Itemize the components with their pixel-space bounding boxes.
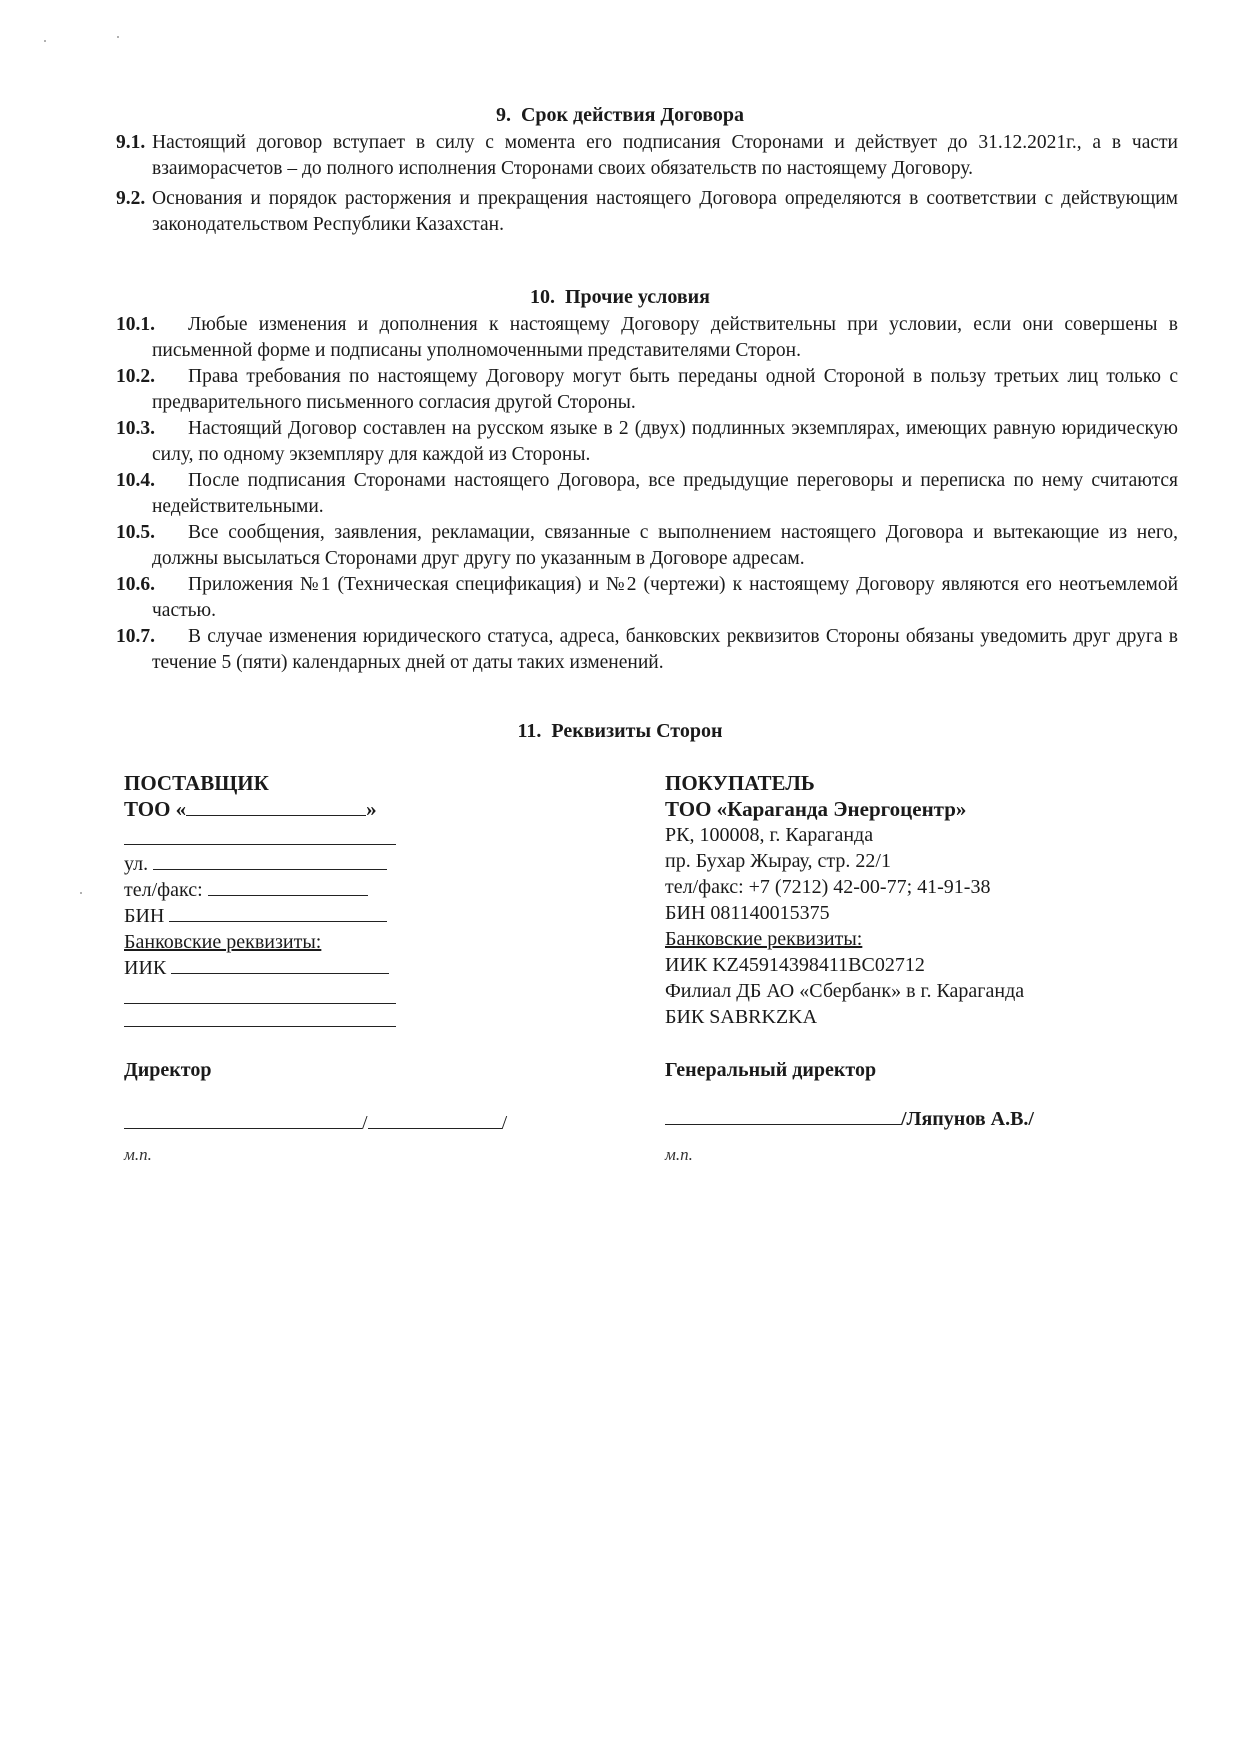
clause-number: 10.2. xyxy=(116,366,155,387)
scan-speck xyxy=(117,36,119,38)
clause-10-2 xyxy=(0,364,1178,416)
supplier-iik-blank xyxy=(171,955,389,974)
clause-number: 9.2. xyxy=(116,188,146,209)
buyer-bik: БИК SABRKZKA xyxy=(665,1006,818,1028)
supplier-iik xyxy=(124,955,414,981)
clause-number: 10.6. xyxy=(116,574,155,595)
clause-text: Приложения №1 (Техническая спецификация) и №2 (чертежи) к настоящему Договору являются его неотъемлемой частью. xyxy=(152,574,1178,621)
clause-9-1 xyxy=(0,130,1178,182)
supplier-company-suffix: » xyxy=(366,797,377,821)
clause-number: 10.3. xyxy=(116,418,155,439)
buyer-bank-label: Банковские реквизиты: xyxy=(665,928,863,950)
section-11-heading xyxy=(0,718,1240,744)
supplier-company xyxy=(124,796,414,822)
section-number: 11. xyxy=(517,720,542,742)
clause-text: Любые изменения и дополнения к настоящему Договору действительны при условии, если они совершены в письменной форме и подписаны уполномоченными представителями Сторон. xyxy=(152,314,1178,361)
clause-text: Права требования по настоящему Договору могут быть переданы одной Стороной в пользу третьих лиц только с предварительного письменного согласия другой Стороны. xyxy=(152,366,1178,413)
supplier-phone-label: тел/факс: xyxy=(124,879,203,901)
supplier-bin-label: БИН xyxy=(124,905,165,927)
supplier-bank-label: Банковские реквизиты: xyxy=(124,931,322,953)
supplier-street-blank xyxy=(153,851,387,870)
supplier-stamp-place: м.п. xyxy=(124,1145,152,1164)
buyer-company: ТОО «Караганда Энергоцентр» xyxy=(665,797,967,821)
supplier-street-label: ул. xyxy=(124,853,149,875)
clause-text: Настоящий Договор составлен на русском языке в 2 (двух) подлинных экземплярах, имеющих равную юридическую силу, по одному экземпляру для каждой из Стороны. xyxy=(152,418,1178,465)
buyer-director-title: Генеральный директор xyxy=(665,1059,877,1081)
section-9 xyxy=(0,102,1240,242)
supplier-name-blank xyxy=(368,1110,502,1129)
supplier-company-blank xyxy=(186,797,366,816)
clause-10-4 xyxy=(0,468,1178,520)
scan-speck xyxy=(44,40,46,42)
section-number: 9. xyxy=(495,104,511,126)
supplier-iik-label: ИИК xyxy=(124,957,167,979)
clause-10-3 xyxy=(0,416,1178,468)
clause-text: Все сообщения, заявления, рекламации, связанные с выполнением настоящего Договора и вытекающие из него, должны высылаться Сторонами друг другу по указанным в Договоре адресам. xyxy=(152,522,1178,569)
supplier-signature-blank xyxy=(124,1110,362,1129)
supplier-street xyxy=(124,851,414,877)
buyer-role: ПОКУПАТЕЛЬ xyxy=(665,771,815,795)
clause-number: 9.1. xyxy=(116,132,146,153)
supplier-bin xyxy=(124,903,414,929)
supplier-role: ПОСТАВЩИК xyxy=(124,771,269,795)
clause-10-6 xyxy=(0,572,1178,624)
supplier-signature-slash: / xyxy=(362,1112,368,1134)
supplier-blank-line xyxy=(124,1004,396,1027)
scan-speck xyxy=(80,892,82,894)
supplier-director-title: Директор xyxy=(124,1059,212,1081)
clause-number: 10.1. xyxy=(116,314,155,335)
clause-10-5 xyxy=(0,520,1178,572)
clause-text: Основания и порядок расторжения и прекращения настоящего Договора определяются в соответствии с действующим законодательством Республики Казахстан. xyxy=(152,188,1178,235)
buyer-signature-blank xyxy=(665,1106,901,1125)
section-number: 10. xyxy=(530,286,555,308)
section-9-heading xyxy=(0,102,1240,128)
buyer-iik: ИИК KZ45914398411BC02712 xyxy=(665,954,925,976)
section-10-heading xyxy=(0,284,1240,310)
supplier-requisites xyxy=(124,770,414,1027)
section-title: Прочие условия xyxy=(565,286,710,308)
supplier-signature-line xyxy=(124,1110,524,1136)
section-title: Срок действия Договора xyxy=(520,104,745,126)
clause-text: После подписания Сторонами настоящего Договора, все предыдущие переговоры и переписка по нему считаются недействительными. xyxy=(152,470,1178,517)
clause-10-1 xyxy=(0,312,1178,364)
supplier-company-prefix: ТОО « xyxy=(124,797,187,821)
buyer-address-line2: пр. Бухар Жырау, стр. 22/1 xyxy=(665,850,891,872)
clause-9-2 xyxy=(0,186,1178,238)
buyer-phone: тел/факс: +7 (7212) 42-00-77; 41-91-38 xyxy=(665,876,991,898)
clause-number: 10.5. xyxy=(116,522,155,543)
buyer-bank-branch: Филиал ДБ АО «Сбербанк» в г. Караганда xyxy=(665,980,1025,1002)
supplier-phone xyxy=(124,877,414,903)
buyer-signature-line xyxy=(665,1106,1145,1132)
buyer-stamp-place: м.п. xyxy=(665,1145,693,1164)
section-title: Реквизиты Сторон xyxy=(551,720,723,742)
buyer-signatory: /Ляпунов А.В./ xyxy=(901,1108,1034,1130)
supplier-bin-blank xyxy=(169,903,387,922)
clause-text: Настоящий договор вступает в силу с момента его подписания Сторонами и действует до 31.12.2021г., а в части взаиморасчетов – до полного исполнения Сторонами своих обязательств по настоящему Договору. xyxy=(152,132,1178,179)
section-11 xyxy=(0,718,1240,744)
clause-number: 10.7. xyxy=(116,626,155,647)
clause-text: В случае изменения юридического статуса, адреса, банковских реквизитов Стороны обязаны уведомить друг друга в течение 5 (пяти) календарных дней от даты таких изменений. xyxy=(152,626,1178,673)
buyer-address-line1: РК, 100008, г. Караганда xyxy=(665,824,874,846)
supplier-blank-line xyxy=(124,822,396,845)
buyer-bin: БИН 081140015375 xyxy=(665,902,830,924)
supplier-blank-line xyxy=(124,981,396,1004)
clause-10-7 xyxy=(0,624,1178,676)
buyer-requisites xyxy=(665,770,1145,1030)
supplier-signature-slash: / xyxy=(501,1112,508,1134)
clause-number: 10.4. xyxy=(116,470,155,491)
supplier-phone-blank xyxy=(208,877,368,896)
section-10 xyxy=(0,284,1240,676)
